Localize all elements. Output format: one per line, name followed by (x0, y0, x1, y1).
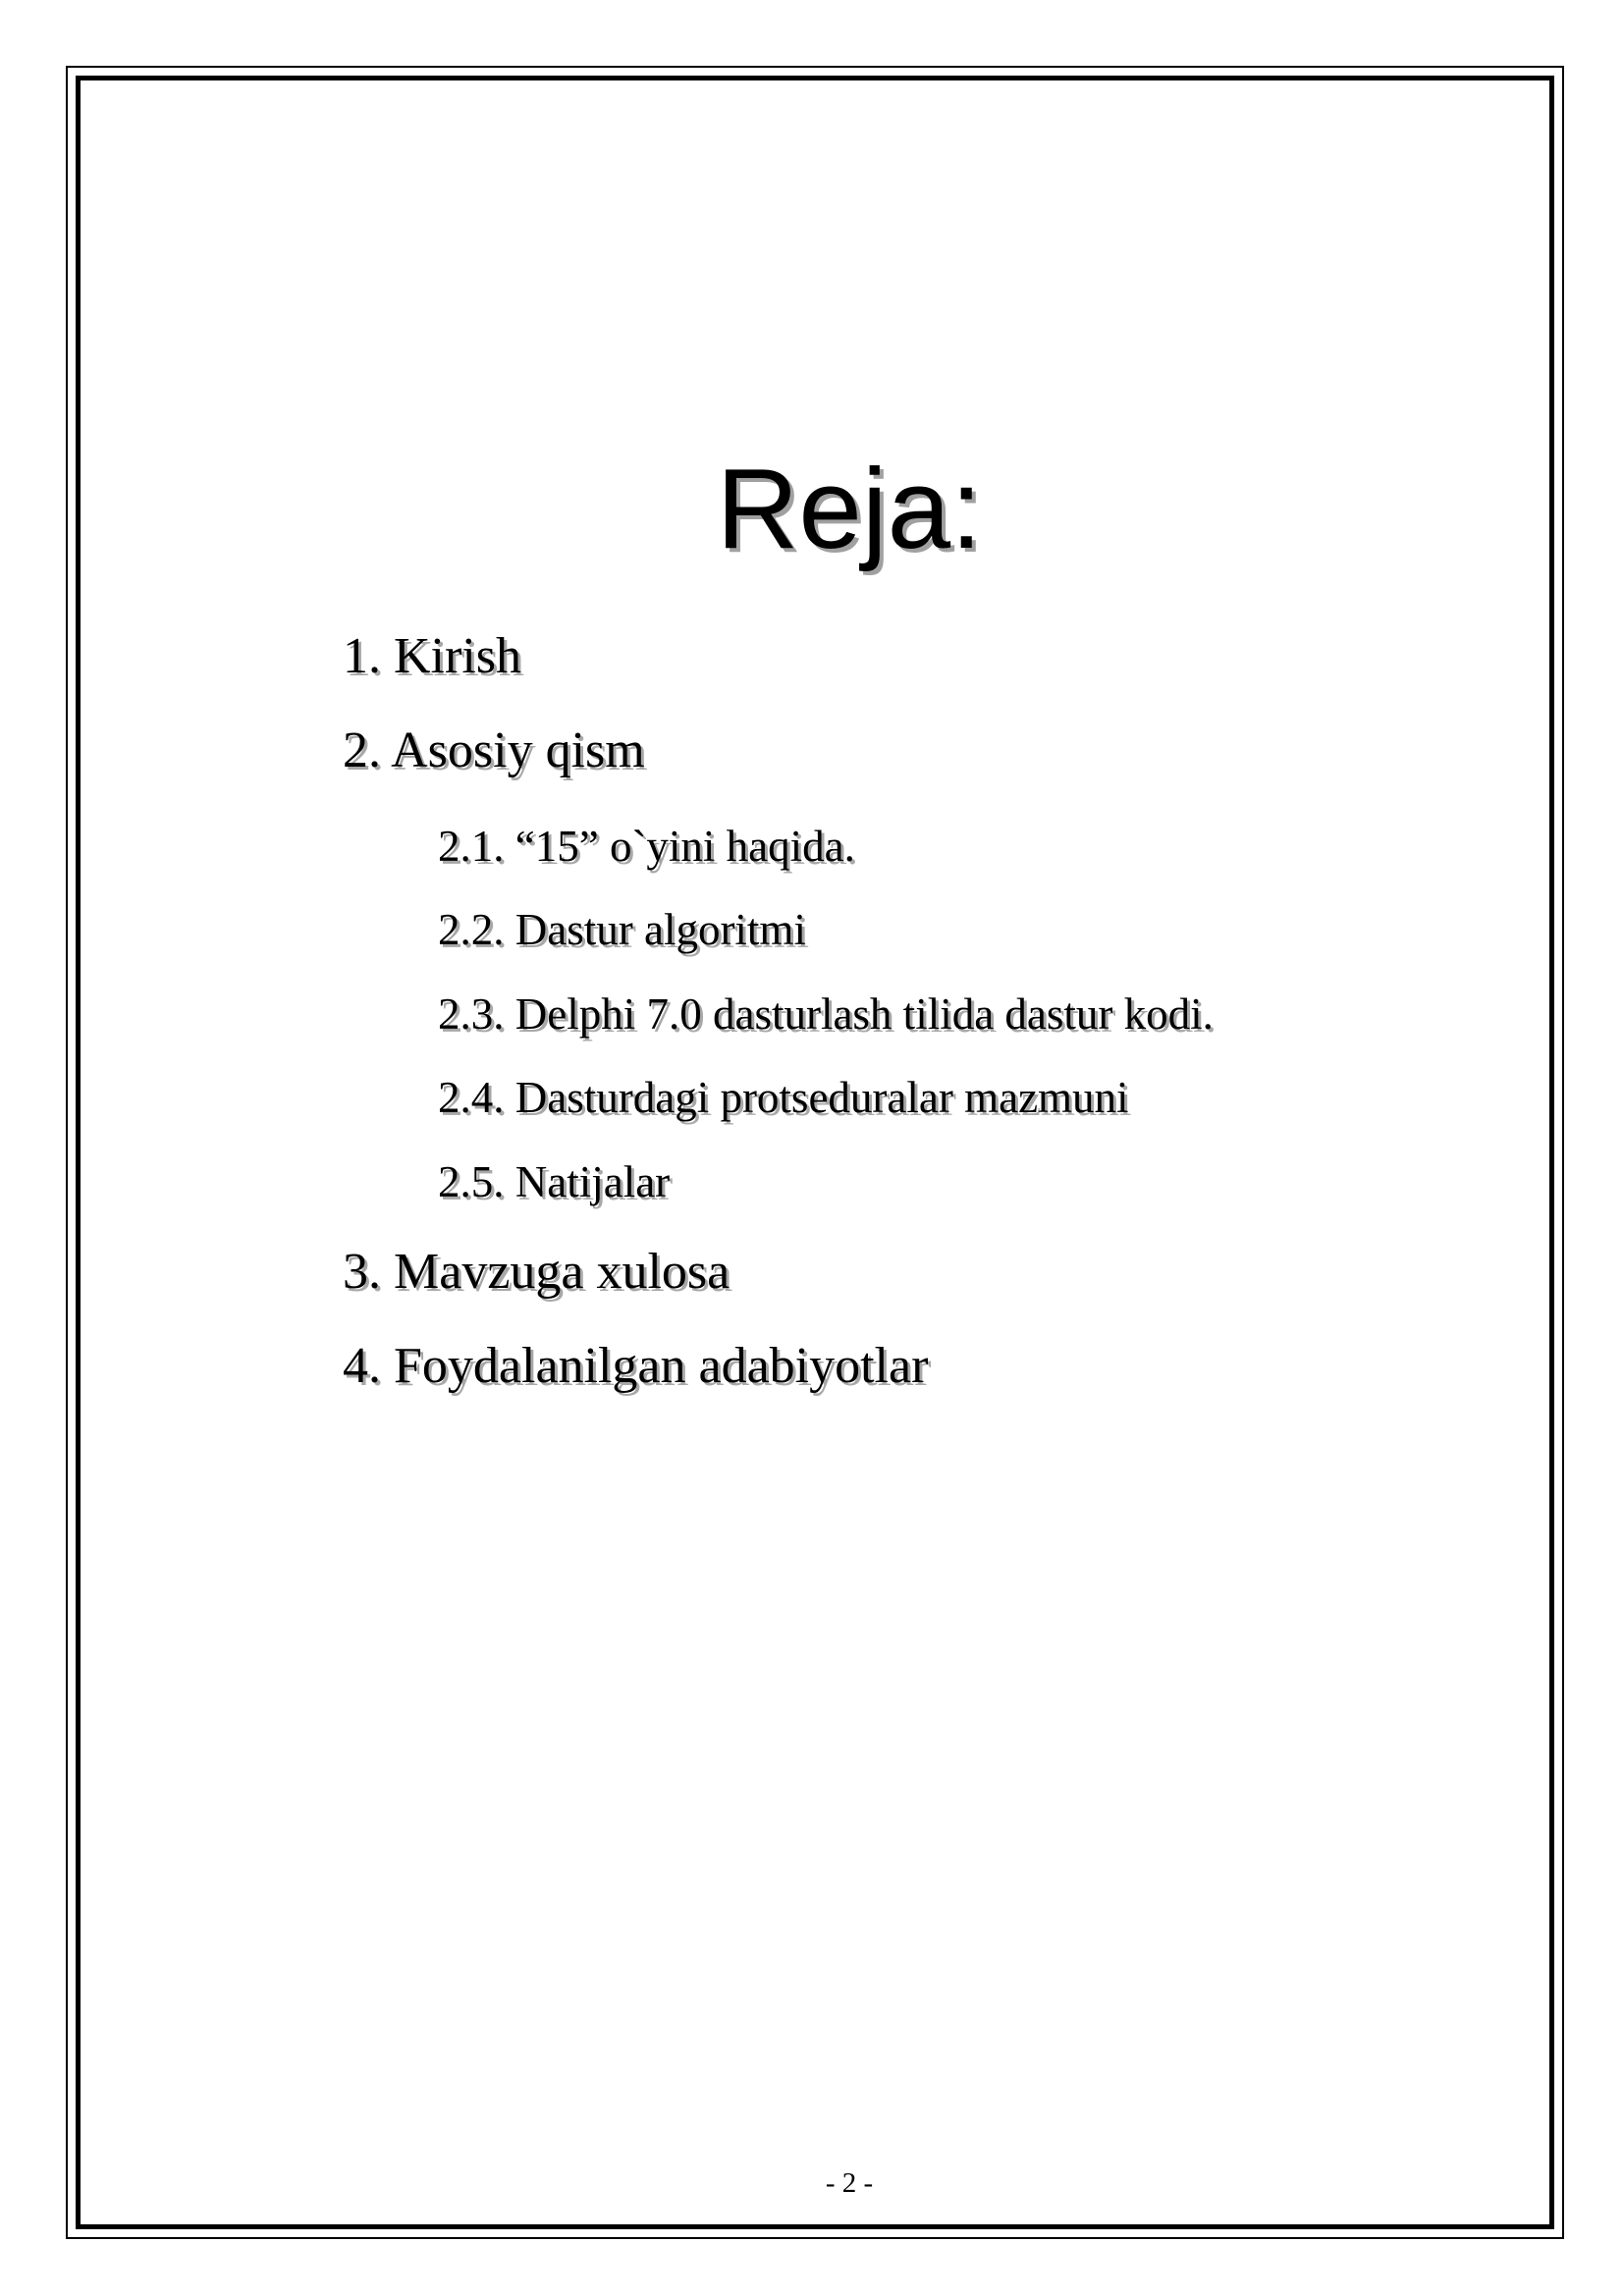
plan-item-asosiy-qism: 2. Asosiy qism (343, 722, 645, 778)
page-title: Reja: (716, 445, 983, 572)
plan-subitem-protseduralar: 2.4. Dasturdagi protseduralar mazmuni (438, 1073, 1129, 1122)
plan-subitem-15-oyini: 2.1. “15” o`yini haqida. (438, 822, 855, 871)
plan-item-mavzuga-xulosa: 3. Mavzuga xulosa (343, 1244, 730, 1300)
page-number: - 2 - (825, 2167, 874, 2199)
page-border-inner (76, 76, 1554, 2229)
plan-item-foydalanilgan-adabiyotlar: 4. Foydalanilgan adabiyotlar (343, 1338, 929, 1394)
plan-subitem-dastur-algoritmi: 2.2. Dastur algoritmi (438, 905, 806, 954)
plan-subitem-delphi-kodi: 2.3. Delphi 7.0 dasturlash tilida dastur kodi. (438, 989, 1214, 1039)
plan-subitem-natijalar: 2.5. Natijalar (438, 1157, 671, 1206)
plan-item-kirish: 1. Kirish (343, 628, 521, 684)
